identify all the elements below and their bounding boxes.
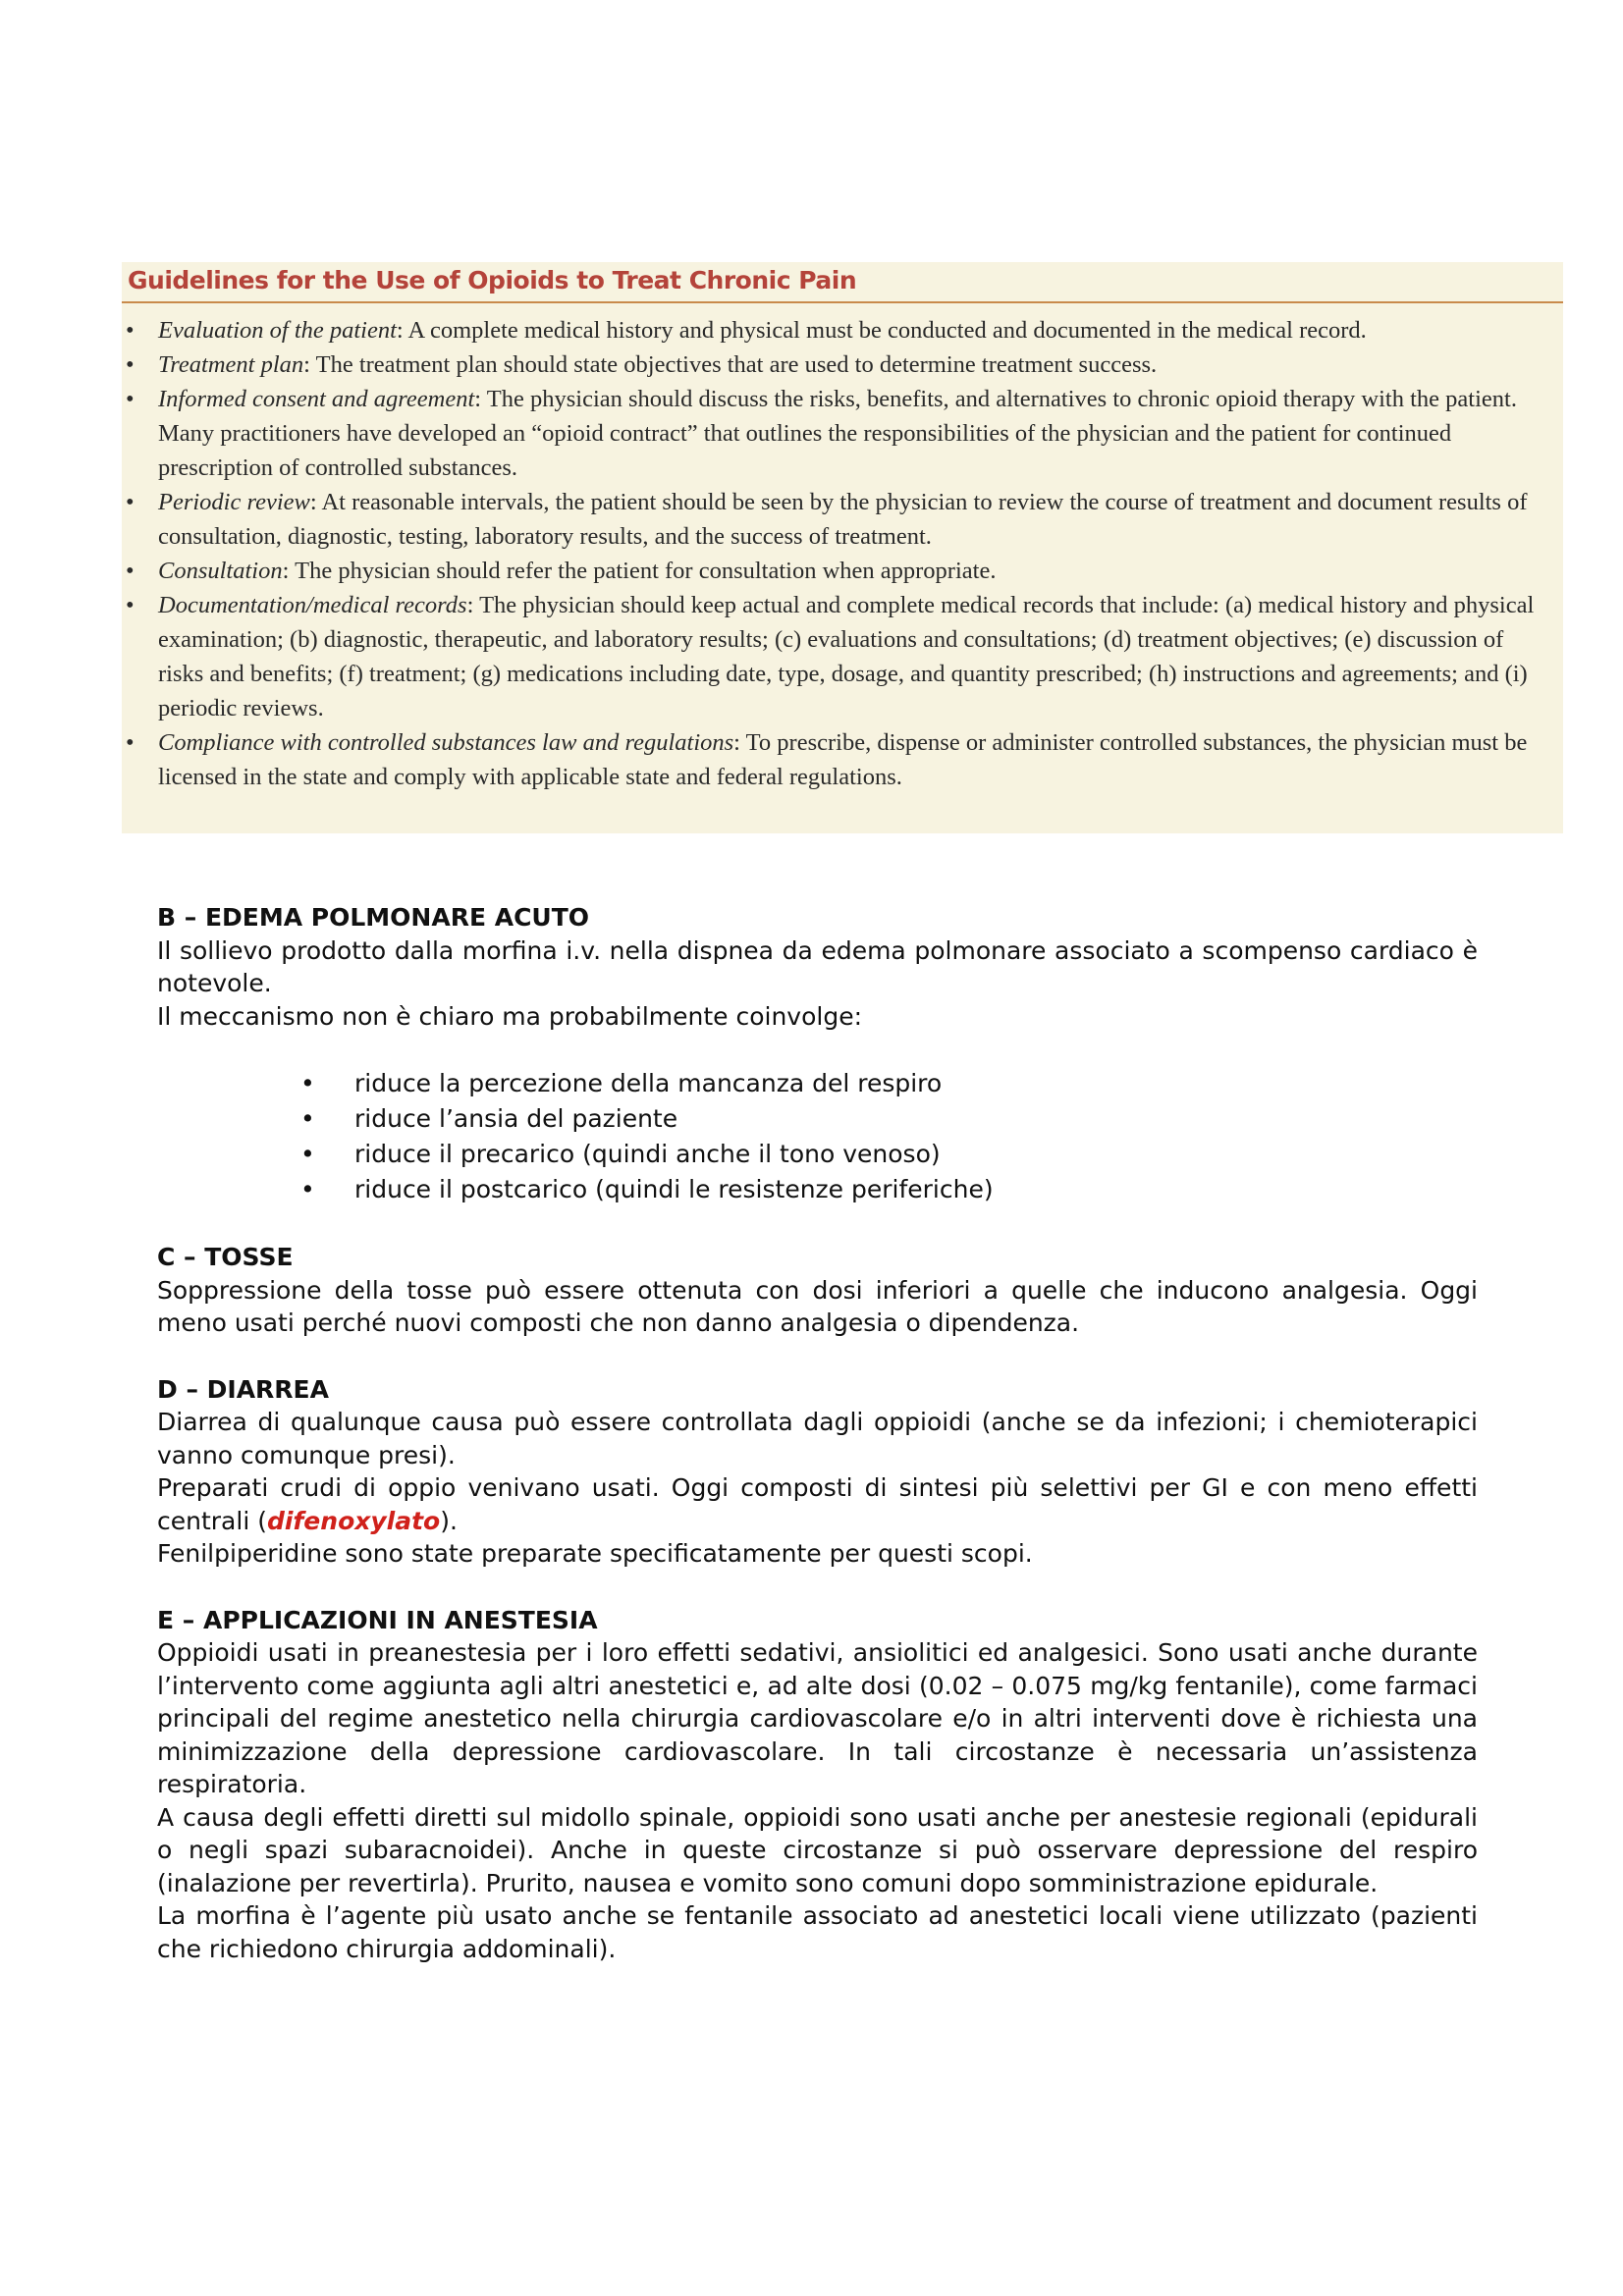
section-heading-b: B – EDEMA POLMONARE ACUTO [157, 903, 590, 932]
guideline-term: Evaluation of the patient [158, 317, 397, 344]
guideline-text: : The physician should refer the patient for consultation when appropriate. [282, 558, 997, 584]
guideline-item [122, 588, 1563, 725]
guidelines-divider [122, 301, 1563, 303]
guideline-term: Periodic review [158, 489, 310, 515]
guidelines-box [122, 262, 1563, 833]
guideline-term: Compliance with controlled substances law and regulations [158, 729, 734, 756]
bullet-icon: • [300, 1140, 315, 1168]
guideline-text: : To prescribe, dispense or administer controlled substances, the physician must be licensed in the state and comply with applicable state and federal regulations. [158, 729, 1528, 790]
section-d-paragraph-2-end: ). [440, 1506, 458, 1535]
bullet-icon: • [126, 489, 135, 515]
spacer [157, 1207, 1478, 1241]
section-d-paragraph-3: Fenilpiperidine sono state preparate specificatamente per questi scopi. [157, 1539, 1033, 1568]
section-d-paragraph-2-start: Preparati crudi di oppio venivano usati. Oggi composti di sintesi più selettivi per GI e con meno effetti centrali ( [157, 1473, 1478, 1535]
guideline-term: Documentation/medical records [158, 592, 467, 618]
bullet-icon: • [126, 317, 135, 344]
section-d-paragraph-1: Diarrea di qualunque causa può essere controllata dagli oppioidi (anche se da infezioni; i chemioterapici vanno comunque presi). [157, 1408, 1478, 1469]
bullet-icon: • [126, 729, 135, 756]
list-item-text: riduce la percezione della mancanza del respiro [354, 1069, 943, 1097]
section-d-paragraph-2 [157, 1471, 1478, 1537]
guideline-item [122, 485, 1563, 554]
list-item [157, 1172, 1478, 1207]
document-body [157, 901, 1478, 1965]
bullet-icon: • [300, 1175, 315, 1203]
section-b-paragraph-1: Il sollievo prodotto dalla morfina i.v. nella dispnea da edema polmonare associato a scompenso cardiaco è notevole. [157, 935, 1478, 997]
list-item [157, 1101, 1478, 1137]
guideline-text: : The physician should keep actual and complete medical records that include: (a) medical history and physical examination; (b) diagnostic, therapeutic, and laboratory results; (c) evaluations and consultations; (d) treatment objectives; (e) discussion of risks and benefits; (f) treatment; (g) medications including date, type, dosage, and quantity prescribed; (h) instructions and agreements; and (i) periodic reviews. [158, 592, 1535, 721]
list-item [157, 1137, 1478, 1172]
list-item [157, 1066, 1478, 1101]
section-e-paragraph-1: Oppioidi usati in preanestesia per i loro effetti sedativi, ansiolitici ed analgesici. Sono usati anche durante l’intervento come aggiunta agli altri anestetici e, ad alte dosi (0.02 – 0.075 mg/kg fentanile), come farmaci principali del regime anestetico nella chirurgia cardiovascolare e/o in altri interventi dove è richiesta una minimizzazione della depressione cardiovascolare. In tali circostanze è necessaria un’assistenza respiratoria. [157, 1638, 1478, 1798]
section-heading-d: D – DIARREA [157, 1374, 329, 1404]
guideline-term: Treatment plan [158, 351, 304, 378]
guideline-item [122, 347, 1563, 382]
guideline-term: Consultation [158, 558, 283, 584]
guideline-term: Informed consent and agreement [158, 386, 475, 412]
list-item-text: riduce il postcarico (quindi le resistenze periferiche) [354, 1175, 994, 1203]
section-heading-c: C – TOSSE [157, 1243, 294, 1271]
section-b-paragraph-2: Il meccanismo non è chiaro ma probabilmente coinvolge: [157, 1001, 863, 1031]
bullet-icon: • [126, 386, 135, 412]
guidelines-list [122, 313, 1563, 794]
spacer [157, 1340, 1478, 1373]
bullet-icon: • [300, 1104, 315, 1133]
guideline-item [122, 554, 1563, 588]
section-e-paragraph-2: A causa degli effetti diretti sul midollo spinale, oppioidi sono usati anche per anestesie regionali (epidurali o negli spazi subaracnoidei). Anche in queste circostanze si può osservare depressione del respiro (inalazione per revertirla). Prurito, nausea e vomito sono comuni dopo somministrazione epidurale. [157, 1802, 1478, 1897]
bullet-icon: • [126, 592, 135, 618]
bullet-icon: • [126, 351, 135, 378]
guideline-text: : The physician should discuss the risks, benefits, and alternatives to chronic opioid therapy with the patient. Many practitioners have developed an “opioid contract” that outlines the responsibilities of the physician and the patient for continued prescription of controlled substances. [158, 386, 1517, 481]
mechanism-list [157, 1066, 1478, 1207]
section-c-paragraph-1: Soppressione della tosse può essere ottenuta con dosi inferiori a quelle che inducono analgesia. Oggi meno usati perché nuovi composti che non danno analgesia o dipendenza. [157, 1275, 1478, 1337]
guideline-text: : At reasonable intervals, the patient should be seen by the physician to review the course of treatment and document results of consultation, diagnostic, testing, laboratory results, and the success of treatment. [158, 489, 1528, 550]
guidelines-title: Guidelines for the Use of Opioids to Treat Chronic Pain [128, 266, 857, 294]
guideline-item [122, 313, 1563, 347]
spacer [157, 1571, 1478, 1604]
guideline-item [122, 382, 1563, 485]
bullet-icon: • [126, 558, 135, 584]
guideline-text: : The treatment plan should state objectives that are used to determine treatment success. [303, 351, 1158, 378]
list-item-text: riduce l’ansia del paziente [354, 1104, 678, 1133]
guideline-item [122, 725, 1563, 794]
bullet-icon: • [300, 1069, 315, 1097]
section-e-paragraph-3: La morfina è l’agente più usato anche se fentanile associato ad anestetici locali viene utilizzato (pazienti che richiedono chirurgia addominali). [157, 1901, 1478, 1963]
drug-name-highlight: difenoxylato [266, 1506, 441, 1535]
section-heading-e: E – APPLICAZIONI IN ANESTESIA [157, 1605, 598, 1634]
list-item-text: riduce il precarico (quindi anche il tono venoso) [354, 1140, 941, 1168]
guideline-text: : A complete medical history and physical must be conducted and documented in the medical record. [396, 317, 1367, 344]
